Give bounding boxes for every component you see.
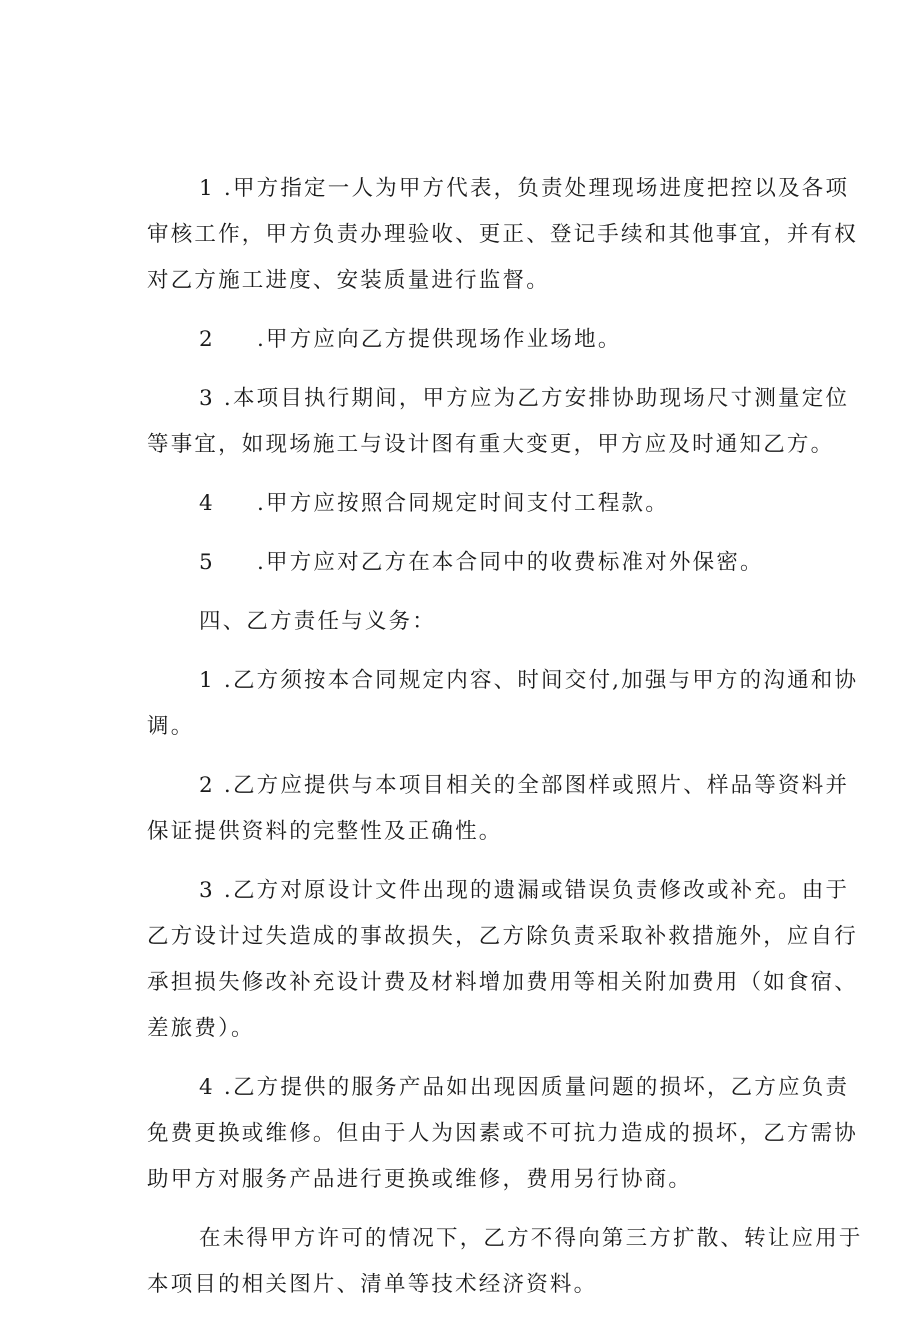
paragraph-site-provision (147, 317, 802, 363)
item-number: 5 (199, 550, 215, 575)
text-line: 4 .乙方提供的服务产品如出现因质量问题的损坏，乙方应负责 (199, 1075, 850, 1100)
text-line (147, 540, 802, 586)
section-heading-party-b (147, 599, 802, 645)
text-line (147, 317, 802, 363)
text-line: 承担损失修改补充设计费及材料增加费用等相关附加费用（如食宿、 (147, 970, 859, 995)
text-line: 乙方设计过失造成的事故损失，乙方除负责采取补救措施外，应自行 (147, 924, 859, 949)
paragraph-confidentiality (147, 540, 802, 586)
text-line: 1 .甲方指定一人为甲方代表，负责处理现场进度把控以及各项 (199, 176, 850, 201)
item-text: .甲方应向乙方提供现场作业场地。 (257, 327, 622, 352)
text-line: 免费更换或维修。但由于人为因素或不可抗力造成的损坏，乙方需协 (147, 1121, 859, 1146)
text-line: 2 .乙方应提供与本项目相关的全部图样或照片、样品等资料并 (199, 773, 850, 798)
text-line (147, 481, 802, 527)
item-text: .甲方应按照合同规定时间支付工程款。 (257, 491, 669, 516)
item-number: 4 (199, 491, 215, 516)
text-line: 差旅费）。 (147, 1016, 255, 1041)
text-line: 调。 (147, 714, 195, 739)
text-line: 审核工作，甲方负责办理验收、更正、登记手续和其他事宜，并有权 (147, 222, 859, 247)
paragraph-party-a-representative (147, 166, 859, 304)
document-body (147, 166, 863, 1321)
text-line: 3 .本项目执行期间，甲方应为乙方安排协助现场尺寸测量定位 (199, 386, 850, 411)
paragraph-no-disclosure (147, 1216, 863, 1308)
text-line: 等事宜，如现场施工与设计图有重大变更，甲方应及时通知乙方。 (147, 432, 835, 457)
text-line: 3 .乙方对原设计文件出现的遗漏或错误负责修改或补充。由于 (199, 878, 850, 903)
paragraph-design-errors (147, 868, 859, 1052)
paragraph-measurement-assistance (147, 376, 850, 468)
paragraph-quality-issues (147, 1065, 859, 1203)
text-line: 1 .乙方须按本合同规定内容、时间交付,加强与甲方的沟通和协 (199, 668, 859, 693)
text-line: 在未得甲方许可的情况下，乙方不得向第三方扩散、转让应用于 (199, 1226, 863, 1251)
item-number: 2 (199, 327, 215, 352)
section-heading: 四、乙方责任与义务： (199, 609, 437, 634)
text-line: 本项目的相关图片、清单等技术经济资料。 (147, 1272, 598, 1297)
item-text: .甲方应对乙方在本合同中的收费标准对外保密。 (257, 550, 764, 575)
text-line: 对乙方施工进度、安装质量进行监督。 (147, 268, 550, 293)
paragraph-materials (147, 763, 850, 855)
text-line: 助甲方对服务产品进行更换或维修，费用另行协商。 (147, 1167, 693, 1192)
text-line: 保证提供资料的完整性及正确性。 (147, 819, 503, 844)
paragraph-payment (147, 481, 802, 527)
paragraph-delivery (147, 658, 859, 750)
